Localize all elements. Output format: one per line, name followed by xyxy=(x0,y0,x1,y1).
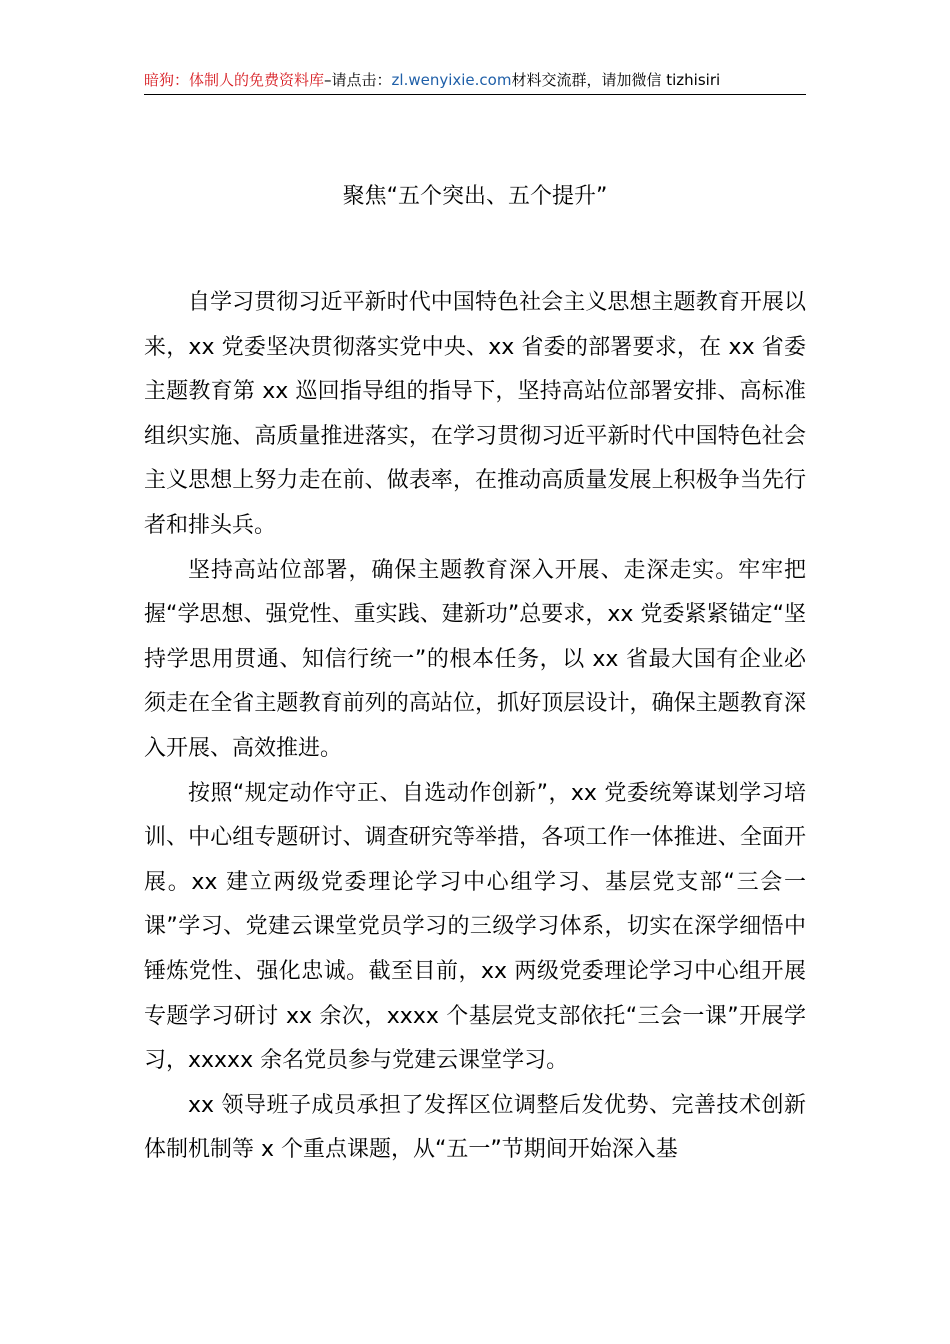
document-title: 聚焦“五个突出、五个提升” xyxy=(342,184,608,209)
paragraph-4: xx 领导班子成员承担了发挥区位调整后发优势、完善技术创新体制机制等 x 个重点课题，从“五一”节期间开始深入基 xyxy=(144,1092,806,1163)
header-site-name: 暗狗：体制人的免费资料库 xyxy=(144,71,325,89)
paragraph-3: 按照“规定动作守正、自选动作创新”，xx 党委统筹谋划学习培训、中心组专题研讨、调查研究等举措，各项工作一体推进、全面开展。xx 建立两级党委理论学习中心组学习、基层党支部“三会一课”学习、党建云课堂党员学习的三级学习体系，切实在深学细悟中锤炼党性、强化忠诚。截至目前，xx 两级党委理论学习中心组开展专题学习研讨 xx 余次，xxxx 个基层党支部依托“三会一课”开展学习，xxxxx 余名党员参与党建云课堂学习。 xyxy=(144,780,806,1074)
header-url-link[interactable]: zl.wenyixie.com xyxy=(391,71,512,89)
header-click-prompt: –请点击： xyxy=(324,71,392,89)
document-body xyxy=(144,281,806,1173)
page-header xyxy=(144,70,806,95)
paragraph-1: 自学习贯彻习近平新时代中国特色社会主义思想主题教育开展以来，xx 党委坚决贯彻落实党中央、xx 省委的部署要求，在 xx 省委主题教育第 xx 巡回指导组的指导下，坚持高站位部署安排、高标准组织实施、高质量推进落实，在学习贯彻习近平新时代中国特色社会主义思想上努力走在前、做表率，在推动高质量发展上积极争当先行者和排头兵。 xyxy=(144,290,806,538)
header-contact: 材料交流群，请加微信 tizhisiri xyxy=(511,71,721,89)
paragraph-2: 坚持高站位部署，确保主题教育深入开展、走深走实。牢牢把握“学思想、强党性、重实践、建新功”总要求，xx 党委紧紧锚定“坚持学思用贯通、知信行统一”的根本任务，以 xx 省最大国有企业必须走在全省主题教育前列的高站位，抓好顶层设计，确保主题教育深入开展、高效推进。 xyxy=(144,557,806,761)
